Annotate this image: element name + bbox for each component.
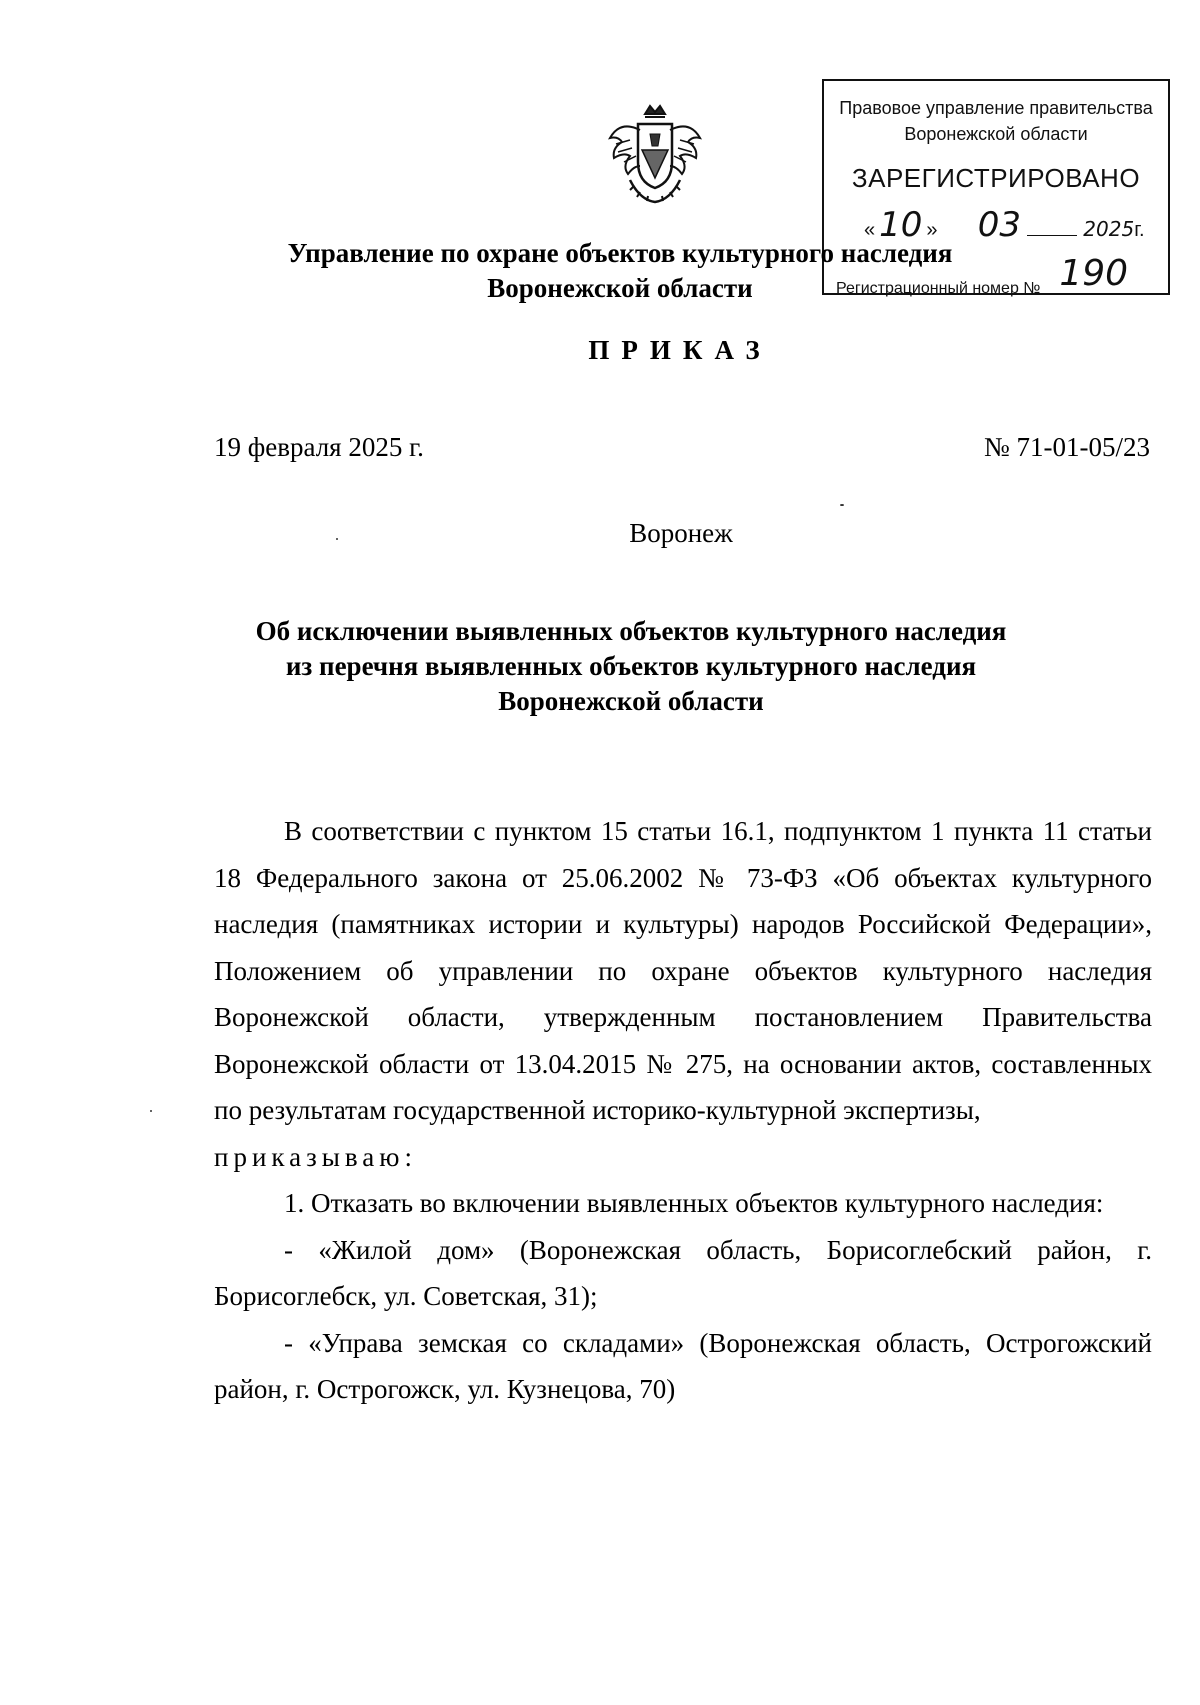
stamp-date-year: 2025: [1083, 217, 1135, 241]
document-body: [214, 808, 1152, 1413]
document-number: № 71-01-05/23: [984, 432, 1150, 462]
stamp-year-suffix: г.: [1134, 219, 1145, 241]
coat-of-arms-emblem-icon: [600, 100, 710, 210]
document-date: 19 февраля 2025 г.: [214, 432, 424, 462]
document-title: [200, 614, 1062, 719]
order-subitem-2: - «Управа земская со складами» (Воронежская область, Острогожский район, г. Острогожск, ул. Кузнецова, 70): [214, 1327, 1152, 1404]
organization-header: [200, 236, 1040, 306]
stamp-date-month: 03: [977, 205, 1022, 245]
stamp-reg-number: 190: [1059, 253, 1129, 294]
order-word: приказываю:: [214, 1141, 417, 1172]
organization-line2: Воронежской области: [487, 273, 753, 303]
stamp-org-line2: Воронежской области: [904, 124, 1088, 144]
scan-speck: [150, 1110, 152, 1112]
title-line1: Об исключении выявленных объектов культурного наследия: [255, 616, 1007, 646]
preamble-paragraph: В соответствии с пунктом 15 статьи 16.1, подпунктом 1 пункта 11 статьи 18 Федерального закона от 25.06.2002 № 73-ФЗ «Об объектах культурного наследия (памятниках истории и культуры) народов Российской Федерации», Положением об управлении по охране объектов культурного наследия Воронежской области, утвержденным постановлением Правительства Воронежской области от 13.04.2015 № 275, на основании актов, составленных по результатам государственной историко-культурной экспертизы,: [214, 816, 1152, 1125]
title-line3: Воронежской области: [498, 686, 764, 716]
stamp-date: « 10 » 03 2025г.: [864, 205, 1145, 245]
order-subitem-1: - «Жилой дом» (Воронежская область, Борисоглебский район, г. Борисоглебск, ул. Советская, 31);: [214, 1234, 1152, 1311]
stamp-date-day: 10: [879, 205, 923, 245]
document-type-heading: ПРИКАЗ: [588, 335, 772, 365]
order-item-1: 1. Отказать во включении выявленных объектов культурного наследия:: [284, 1188, 1104, 1218]
organization-line1: Управление по охране объектов культурного наследия: [287, 238, 953, 268]
stamp-registered-label: ЗАРЕГИСТРИРОВАНО: [851, 163, 1141, 193]
title-line2: из перечня выявленных объектов культурного наследия: [285, 651, 977, 681]
scan-speck: [840, 504, 844, 506]
stamp-org-line1: Правовое управление правительства: [839, 98, 1153, 118]
stamp-reg-number-label: Регистрационный номер №: [836, 280, 1041, 297]
document-city: Воронеж: [629, 518, 733, 548]
stamp-org-name: [824, 95, 1168, 147]
